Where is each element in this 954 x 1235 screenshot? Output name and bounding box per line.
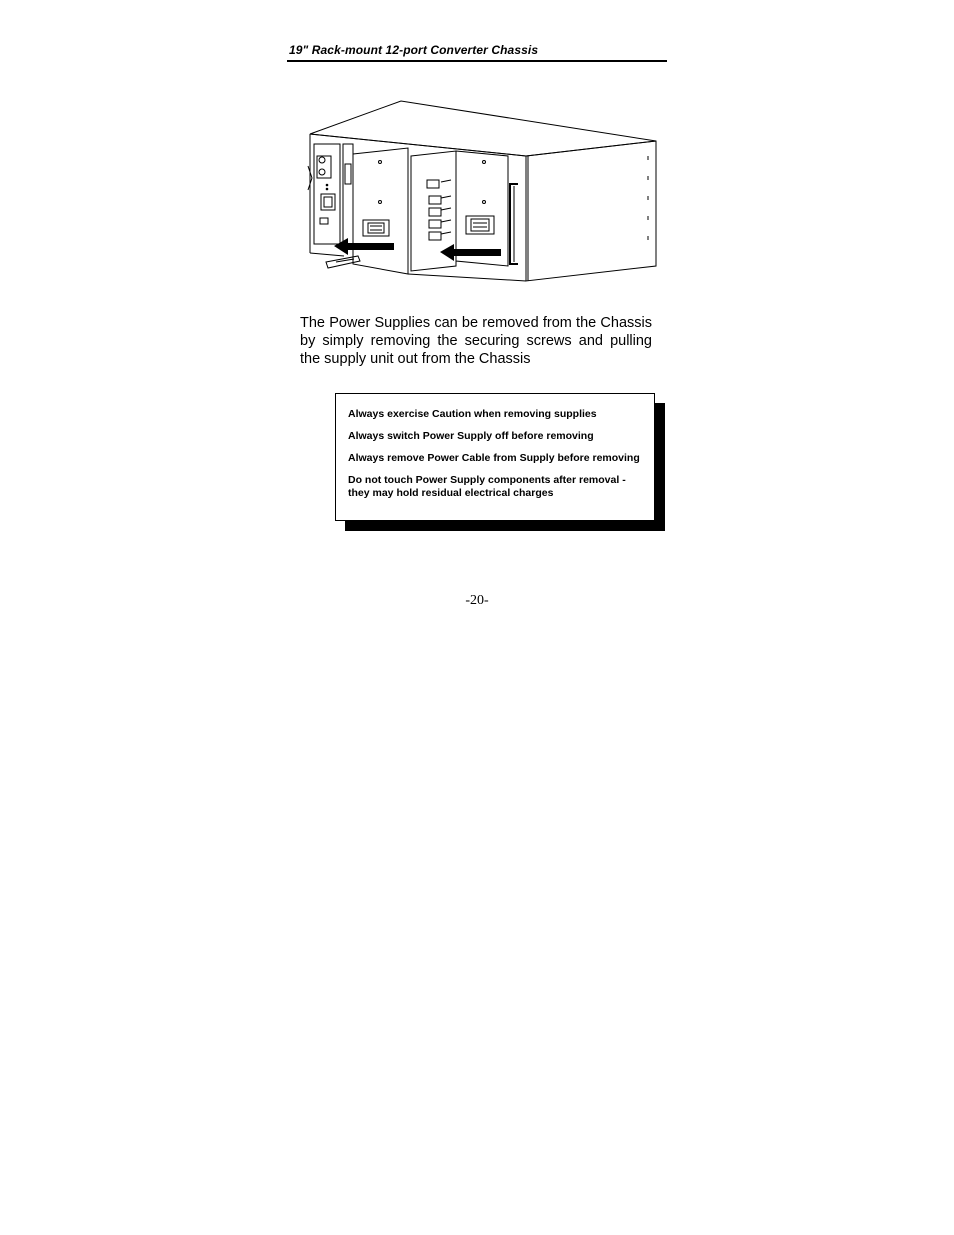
page-number: -20-	[465, 593, 489, 608]
caution-item: Always switch Power Supply off before removing	[348, 430, 594, 442]
instruction-paragraph: The Power Supplies can be removed from the Chassis by simply removing the securing screws and pulling the supply unit out from the Chassis	[300, 315, 652, 367]
caution-item: Do not touch Power Supply components after removal - they may hold residual electrical charges	[348, 474, 626, 499]
caution-box	[335, 393, 655, 521]
chassis-illustration	[296, 96, 662, 288]
running-header: 19" Rack-mount 12-port Converter Chassis	[289, 43, 539, 57]
header-rule	[287, 60, 667, 62]
caution-list	[336, 394, 654, 499]
caution-item: Always exercise Caution when removing supplies	[348, 408, 597, 420]
caution-item: Always remove Power Cable from Supply before removing	[348, 452, 640, 464]
